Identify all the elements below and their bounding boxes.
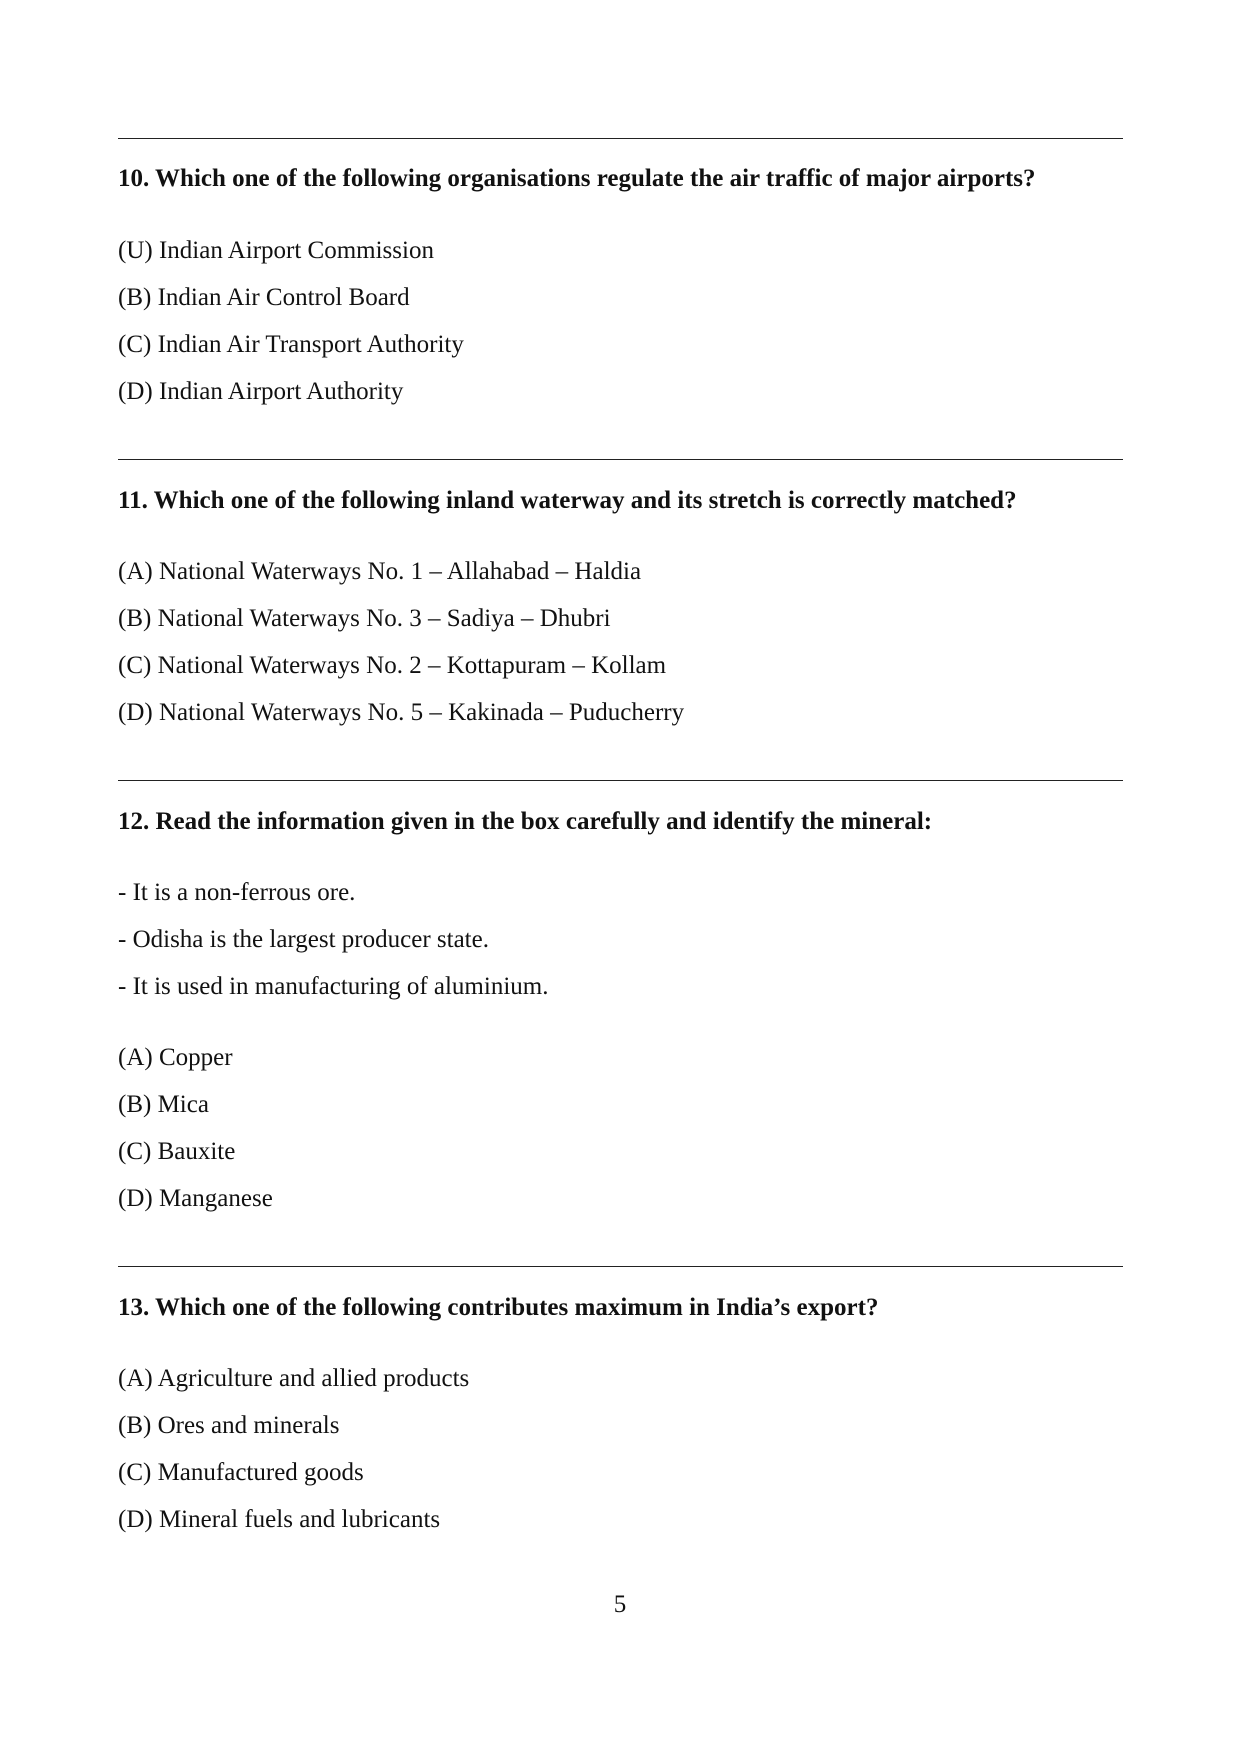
question-13-option-b: (B) Ores and minerals xyxy=(118,1412,340,1439)
question-13-option-a: (A) Agriculture and allied products xyxy=(118,1365,470,1392)
question-11-option-c: (C) National Waterways No. 2 – Kottapuram – Kollam xyxy=(118,652,667,679)
question-13-text: 13. Which one of the following contributes maximum in India’s export? xyxy=(118,1294,879,1321)
question-13-options xyxy=(118,1364,1123,1552)
question-11-option-d: (D) National Waterways No. 5 – Kakinada – Puducherry xyxy=(118,699,685,726)
question-12-option-d: (D) Manganese xyxy=(118,1185,273,1212)
question-11-option-b: (B) National Waterways No. 3 – Sadiya – Dhubri xyxy=(118,605,611,632)
question-10-option-c: (C) Indian Air Transport Authority xyxy=(118,331,464,358)
question-10-option-a: (U) Indian Airport Commission xyxy=(118,237,434,264)
separator-rule-q10 xyxy=(118,138,1123,139)
question-12-option-a: (A) Copper xyxy=(118,1044,233,1071)
separator-rule-q13 xyxy=(118,1266,1123,1267)
question-13-option-c: (C) Manufactured goods xyxy=(118,1459,364,1486)
question-10-options xyxy=(118,236,1123,424)
separator-rule-q11 xyxy=(118,459,1123,460)
question-11-option-a: (A) National Waterways No. 1 – Allahabad – Haldia xyxy=(118,558,642,585)
question-10-text: 10. Which one of the following organisations regulate the air traffic of major airports? xyxy=(118,165,1036,192)
question-12-info-line: - Odisha is the largest producer state. xyxy=(118,926,489,953)
separator-rule-q12 xyxy=(118,780,1123,781)
question-11-text: 11. Which one of the following inland waterway and its stretch is correctly matched? xyxy=(118,487,1017,514)
question-10-option-b: (B) Indian Air Control Board xyxy=(118,284,410,311)
page-number: 5 xyxy=(613,1591,627,1618)
question-11-options xyxy=(118,557,1123,745)
question-10-option-d: (D) Indian Airport Authority xyxy=(118,378,404,405)
question-12-info-line: - It is a non-ferrous ore. xyxy=(118,879,356,906)
question-12-info-line: - It is used in manufacturing of aluminium. xyxy=(118,973,549,1000)
question-12-option-c: (C) Bauxite xyxy=(118,1138,236,1165)
question-12-options xyxy=(118,1043,1123,1231)
question-12-info xyxy=(118,878,1123,1019)
question-12-option-b: (B) Mica xyxy=(118,1091,209,1118)
question-12-text: 12. Read the information given in the box carefully and identify the mineral: xyxy=(118,808,933,835)
question-13-option-d: (D) Mineral fuels and lubricants xyxy=(118,1506,441,1533)
